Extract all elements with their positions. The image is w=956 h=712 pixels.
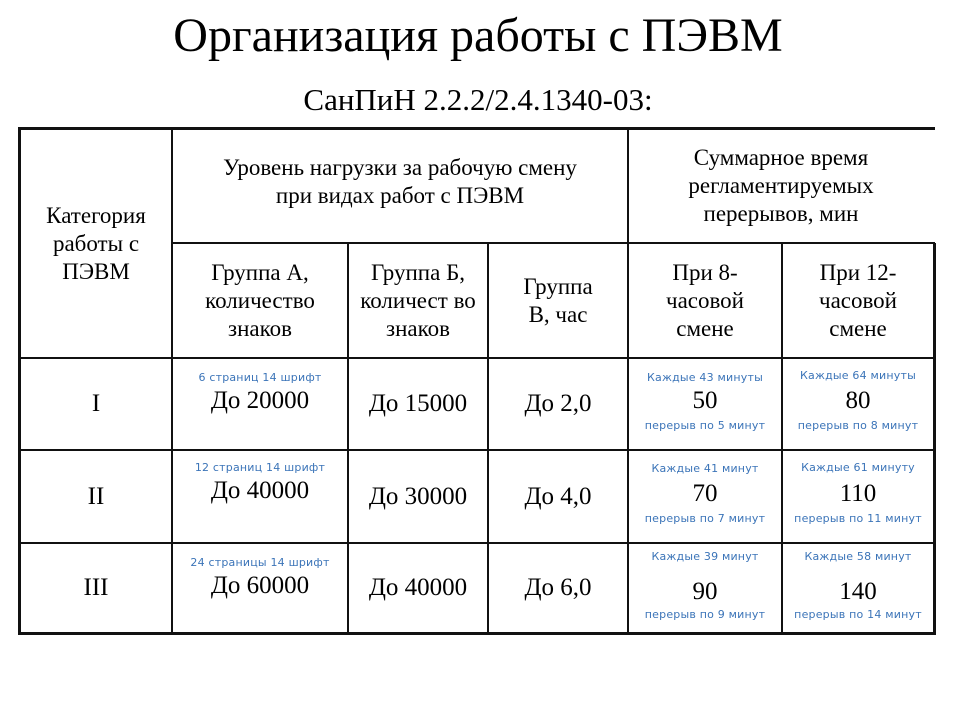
shift-12-note-bottom: перерыв по 11 минут bbox=[794, 512, 922, 525]
row-1-category bbox=[21, 359, 171, 449]
row-1-group-b bbox=[349, 359, 487, 449]
header-category bbox=[21, 130, 171, 358]
row-3-group-b bbox=[349, 544, 487, 632]
row-2-group-a bbox=[173, 451, 347, 542]
row-3-group-v bbox=[489, 544, 627, 632]
shift-8-note-bottom: перерыв по 5 минут bbox=[644, 419, 766, 432]
row-1-shift-12 bbox=[783, 359, 933, 449]
group-a-note: 24 страницы 14 шрифт bbox=[190, 556, 330, 569]
shift-8-note-top: Каждые 43 минуты bbox=[647, 371, 763, 384]
shift-8-value: 90 bbox=[692, 578, 718, 605]
shift-12-note-top: Каждые 61 минуту bbox=[801, 461, 915, 474]
header-load-group bbox=[173, 130, 627, 242]
header-group-v-label: Группа В, час bbox=[523, 273, 593, 327]
shift-12-note-bottom: перерыв по 14 минут bbox=[794, 608, 922, 621]
shift-12-note-bottom: перерыв по 8 минут bbox=[797, 419, 919, 432]
shift-8-note-bottom: перерыв по 9 минут bbox=[644, 608, 766, 621]
header-category-label: Категория работы с ПЭВМ bbox=[46, 203, 146, 284]
group-b-value: До 40000 bbox=[368, 574, 468, 601]
header-load-group-label: Уровень нагрузки за рабочую смену при видах работ с ПЭВМ bbox=[223, 155, 577, 208]
header-breaks-group bbox=[629, 130, 933, 242]
header-group-b bbox=[349, 244, 487, 357]
row-3-shift-8 bbox=[629, 544, 781, 632]
group-v-value: До 6,0 bbox=[524, 574, 592, 601]
row-1-shift-8 bbox=[629, 359, 781, 449]
shift-8-value: 70 bbox=[692, 480, 718, 507]
category-value: III bbox=[83, 574, 109, 601]
header-shift-12-label: При 12-часовой смене bbox=[819, 259, 897, 341]
group-v-value: До 4,0 bbox=[524, 482, 592, 510]
header-group-a bbox=[173, 244, 347, 357]
shift-8-note-top: Каждые 39 минут bbox=[651, 550, 759, 563]
header-shift-8 bbox=[629, 244, 781, 357]
row-3-category bbox=[21, 544, 171, 632]
group-a-value: До 60000 bbox=[210, 572, 310, 599]
header-group-v bbox=[489, 244, 627, 357]
shift-8-note-bottom: перерыв по 7 минут bbox=[644, 512, 766, 525]
shift-12-note-top: Каждые 58 минут bbox=[804, 550, 912, 563]
row-2-category bbox=[21, 451, 171, 542]
row-2-shift-12 bbox=[783, 451, 933, 542]
category-value: II bbox=[87, 482, 105, 510]
row-2-group-b bbox=[349, 451, 487, 542]
shift-12-value: 140 bbox=[839, 578, 877, 605]
header-shift-12 bbox=[783, 244, 933, 357]
category-value: I bbox=[91, 390, 101, 417]
header-shift-8-label: При 8-часовой смене bbox=[666, 259, 744, 341]
shift-8-note-top: Каждые 41 минут bbox=[651, 462, 759, 475]
header-group-a-label: Группа А, количество знаков bbox=[205, 259, 315, 341]
group-a-value: До 40000 bbox=[210, 477, 310, 504]
row-2-shift-8 bbox=[629, 451, 781, 542]
row-2-group-v bbox=[489, 451, 627, 542]
row-3-shift-12 bbox=[783, 544, 933, 632]
shift-12-note-top: Каждые 64 минуты bbox=[800, 369, 916, 382]
header-breaks-group-label: Суммарное время регламентируемых перерывов, мин bbox=[688, 145, 874, 226]
group-b-value: До 30000 bbox=[368, 482, 468, 510]
table-border-bottom bbox=[18, 632, 936, 635]
slide-subtitle: СанПиН 2.2.2/2.4.1340-03: bbox=[303, 82, 653, 117]
table-border-right bbox=[933, 243, 936, 635]
group-a-note: 12 страниц 14 шрифт bbox=[194, 461, 326, 474]
row-1-group-a bbox=[173, 359, 347, 449]
group-a-note: 6 страниц 14 шрифт bbox=[198, 371, 322, 384]
row-3-group-a bbox=[173, 544, 347, 632]
shift-12-value: 110 bbox=[839, 480, 877, 507]
slide-title: Организация работы с ПЭВМ bbox=[173, 9, 783, 62]
header-group-b-label: Группа Б, количест во знаков bbox=[360, 259, 476, 341]
group-a-value: До 20000 bbox=[210, 387, 310, 414]
group-b-value: До 15000 bbox=[368, 390, 468, 417]
shift-8-value: 50 bbox=[692, 387, 718, 414]
group-v-value: До 2,0 bbox=[524, 390, 592, 417]
row-1-group-v bbox=[489, 359, 627, 449]
shift-12-value: 80 bbox=[845, 387, 871, 414]
